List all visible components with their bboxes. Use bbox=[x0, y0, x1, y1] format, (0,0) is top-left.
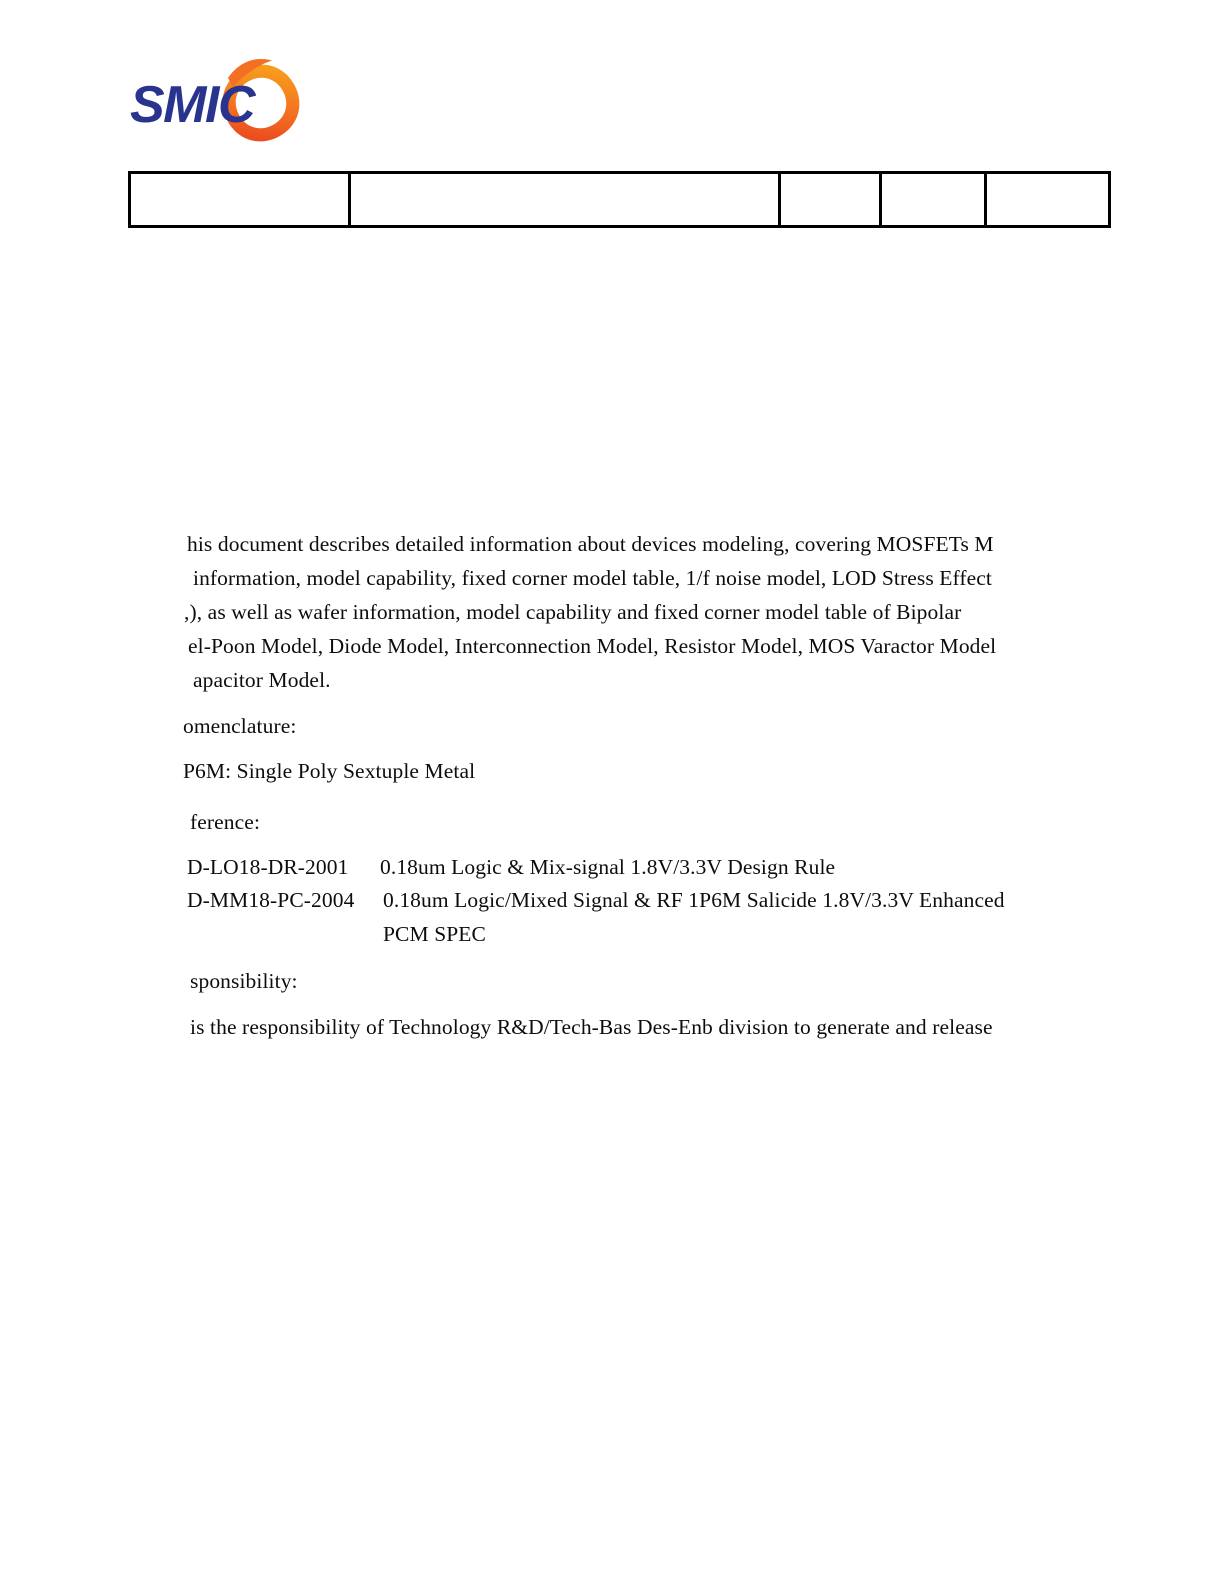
reference-title-2-continued: PCM SPEC bbox=[383, 922, 486, 946]
reference-title-2: 0.18um Logic/Mixed Signal & RF 1P6M Salicide 1.8V/3.3V Enhanced bbox=[383, 888, 1005, 912]
reference-title-1: 0.18um Logic & Mix-signal 1.8V/3.3V Design Rule bbox=[380, 855, 836, 879]
responsibility-heading: sponsibility: bbox=[190, 969, 298, 993]
header-table bbox=[128, 171, 1111, 228]
reference-doc-id-2: D-MM18-PC-2004 bbox=[187, 888, 355, 912]
header-table-cell-5[interactable] bbox=[986, 173, 1110, 227]
description-line-5: apacitor Model. bbox=[193, 668, 331, 692]
smic-logo bbox=[128, 48, 308, 152]
header-table-cell-3[interactable] bbox=[780, 173, 881, 227]
header-table-cell-1[interactable] bbox=[130, 173, 350, 227]
svg-text:SMIC: SMIC bbox=[130, 76, 254, 134]
description-line-2: information, model capability, fixed corner model table, 1/f noise model, LOD Stress Effect bbox=[193, 566, 993, 590]
header-table-cell-2[interactable] bbox=[350, 173, 780, 227]
description-line-4: el-Poon Model, Diode Model, Interconnection Model, Resistor Model, MOS Varactor Model bbox=[188, 634, 997, 658]
nomenclature-entry: P6M: Single Poly Sextuple Metal bbox=[183, 759, 476, 783]
description-line-1: his document describes detailed information about devices modeling, covering MOSFETs M bbox=[187, 532, 994, 556]
header-table-cell-4[interactable] bbox=[881, 173, 986, 227]
smic-logo-wordmark bbox=[130, 76, 257, 134]
description-line-3: ,), as well as wafer information, model capability and fixed corner model table of Bipolar bbox=[184, 600, 962, 624]
nomenclature-heading: omenclature: bbox=[183, 714, 297, 738]
responsibility-text: is the responsibility of Technology R&D/Tech-Bas Des-Enb division to generate and release bbox=[190, 1015, 993, 1039]
reference-doc-id-1: D-LO18-DR-2001 bbox=[187, 855, 349, 879]
reference-heading: ference: bbox=[190, 810, 261, 834]
smic-logo-graphic bbox=[128, 48, 308, 152]
table-row bbox=[130, 173, 1110, 227]
